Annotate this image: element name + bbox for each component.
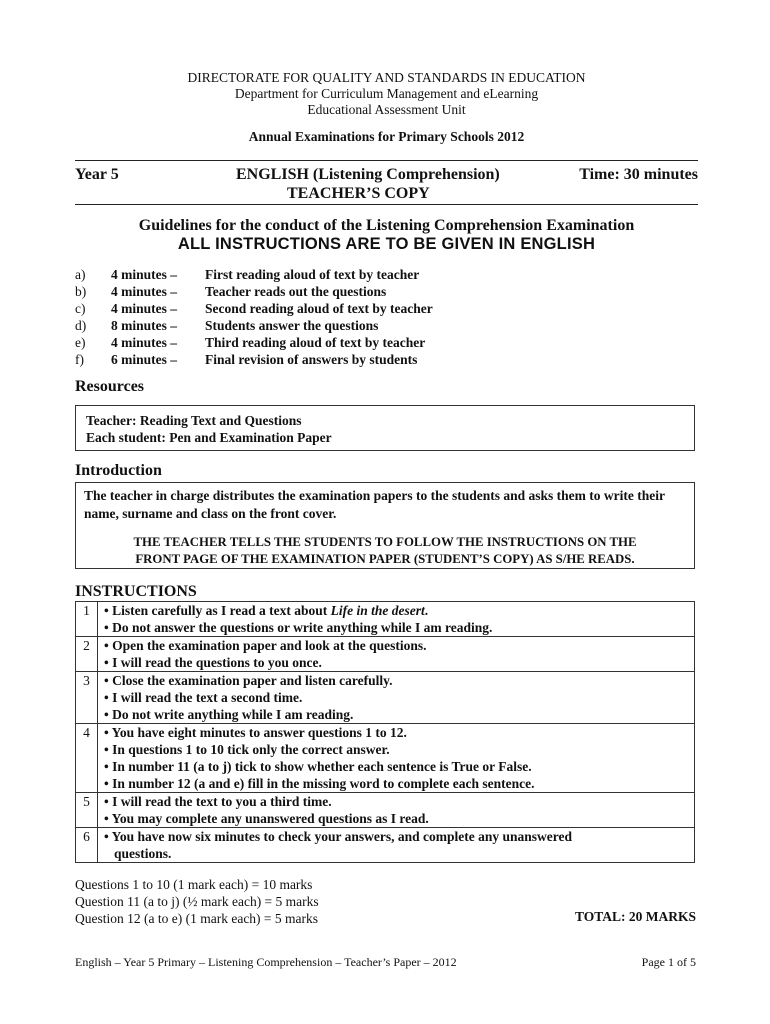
step-text: Final revision of answers by students (205, 352, 418, 367)
subject-label: ENGLISH (Listening Comprehension) (236, 166, 500, 183)
instruction-line: • In number 12 (a and e) fill in the missing word to complete each sentence. (104, 776, 535, 791)
resources-teacher: Teacher: Reading Text and Questions (86, 413, 302, 428)
step-letter: b) (75, 284, 87, 299)
step-minutes: 4 minutes – (111, 284, 178, 299)
table-row (76, 724, 695, 793)
step-text: Teacher reads out the questions (205, 284, 387, 299)
resources-heading: Resources (75, 378, 145, 395)
instruction-line: • I will read the questions to you once. (104, 655, 322, 670)
instruction-line: • You have eight minutes to answer questions 1 to 12. (104, 725, 407, 740)
step-text: Second reading aloud of text by teacher (205, 301, 433, 316)
marks-line: Question 11 (a to j) (½ mark each) = 5 marks (75, 894, 319, 909)
unit-name: Educational Assessment Unit (307, 102, 466, 117)
table-row (76, 793, 695, 828)
document-header (75, 70, 698, 118)
instruction-line: questions. (114, 846, 172, 861)
instruction-line: • I will read the text to you a third time. (104, 794, 332, 809)
exam-title: Annual Examinations for Primary Schools 2012 (248, 129, 525, 144)
row-number: 4 (76, 724, 98, 793)
step-text: Third reading aloud of text by teacher (205, 335, 426, 350)
row-number: 5 (76, 793, 98, 828)
row-content (98, 724, 695, 793)
table-row (76, 672, 695, 724)
year-label: Year 5 (75, 166, 119, 183)
instruction-line: • Do not write anything while I am reading. (104, 707, 354, 722)
guidelines-title: Guidelines for the conduct of the Listening Comprehension Examination (138, 217, 635, 234)
instruction-line: • In number 11 (a to j) tick to show whether each sentence is True or False. (104, 759, 532, 774)
directorate-name: DIRECTORATE FOR QUALITY AND STANDARDS IN EDUCATION (187, 70, 586, 85)
marks-line: Questions 1 to 10 (1 mark each) = 10 marks (75, 877, 313, 892)
step-e (75, 334, 698, 351)
introduction-box (75, 482, 695, 569)
copy-label: TEACHER’S COPY (287, 185, 430, 202)
step-b (75, 283, 698, 300)
step-minutes: 4 minutes – (111, 301, 178, 316)
footer-title: English – Year 5 Primary – Listening Comprehension – Teacher’s Paper – 2012 (75, 955, 457, 969)
instruction-punct: . (424, 603, 429, 618)
instructions-heading: INSTRUCTIONS (75, 583, 197, 600)
instruction-line: • Do not answer the questions or write anything while I am reading. (104, 620, 493, 635)
row-content (98, 602, 695, 637)
instruction-line: • I will read the text a second time. (104, 690, 303, 705)
step-a (75, 266, 698, 283)
step-d (75, 317, 698, 334)
step-minutes: 6 minutes – (111, 352, 178, 367)
step-letter: f) (75, 352, 84, 367)
guidelines-instruction: ALL INSTRUCTIONS ARE TO BE GIVEN IN ENGLISH (177, 235, 596, 253)
time-label: Time: 30 minutes (579, 166, 698, 183)
instruction-line: • Open the examination paper and look at the questions. (104, 638, 427, 653)
introduction-caps (84, 534, 686, 568)
instruction-line (104, 602, 694, 619)
resources-student: Each student: Pen and Examination Paper (86, 430, 332, 445)
step-minutes: 4 minutes – (111, 267, 178, 282)
instruction-line: • You may complete any unanswered questions as I read. (104, 811, 429, 826)
step-letter: d) (75, 318, 87, 333)
row-number: 2 (76, 637, 98, 672)
department-name: Department for Curriculum Management and eLearning (234, 86, 539, 101)
marks-line: Question 12 (a to e) (1 mark each) = 5 marks (75, 911, 319, 926)
total-marks: TOTAL: 20 MARKS (574, 909, 696, 924)
page-number: Page 1 of 5 (641, 955, 696, 969)
divider-top (75, 160, 698, 161)
row-content (98, 672, 695, 724)
step-letter: e) (75, 335, 86, 350)
step-text: Students answer the questions (205, 318, 379, 333)
step-minutes: 8 minutes – (111, 318, 178, 333)
row-number: 1 (76, 602, 98, 637)
instruction-line: • You have now six minutes to check your answers, and complete any unanswered (104, 829, 573, 844)
timing-steps (75, 266, 698, 368)
introduction-caps-line: FRONT PAGE OF THE EXAMINATION PAPER (STUDENT’S COPY) AS S/HE READS. (135, 552, 635, 566)
instructions-table (75, 601, 695, 863)
instruction-line: • Close the examination paper and listen carefully. (104, 673, 393, 688)
row-content (98, 793, 695, 828)
text-title: Life in the desert (330, 603, 425, 618)
table-row (76, 828, 695, 863)
instruction-line: • In questions 1 to 10 tick only the correct answer. (104, 742, 390, 757)
step-text: First reading aloud of text by teacher (205, 267, 420, 282)
row-content (98, 637, 695, 672)
step-minutes: 4 minutes – (111, 335, 178, 350)
step-c (75, 300, 698, 317)
introduction-caps-line: THE TEACHER TELLS THE STUDENTS TO FOLLOW THE INSTRUCTIONS ON THE (133, 535, 637, 549)
row-content (98, 828, 695, 863)
introduction-heading: Introduction (75, 462, 162, 479)
resources-box (75, 405, 695, 451)
divider-bottom (75, 204, 698, 205)
step-letter: c) (75, 301, 86, 316)
step-f (75, 351, 698, 368)
instruction-text: • Listen carefully as I read a text about (104, 603, 331, 618)
step-letter: a) (75, 267, 86, 282)
row-number: 3 (76, 672, 98, 724)
row-number: 6 (76, 828, 98, 863)
table-row (76, 637, 695, 672)
introduction-text: The teacher in charge distributes the examination papers to the students and asks them to write their name, surname and class on the front cover. (84, 488, 665, 521)
table-row (76, 602, 695, 637)
